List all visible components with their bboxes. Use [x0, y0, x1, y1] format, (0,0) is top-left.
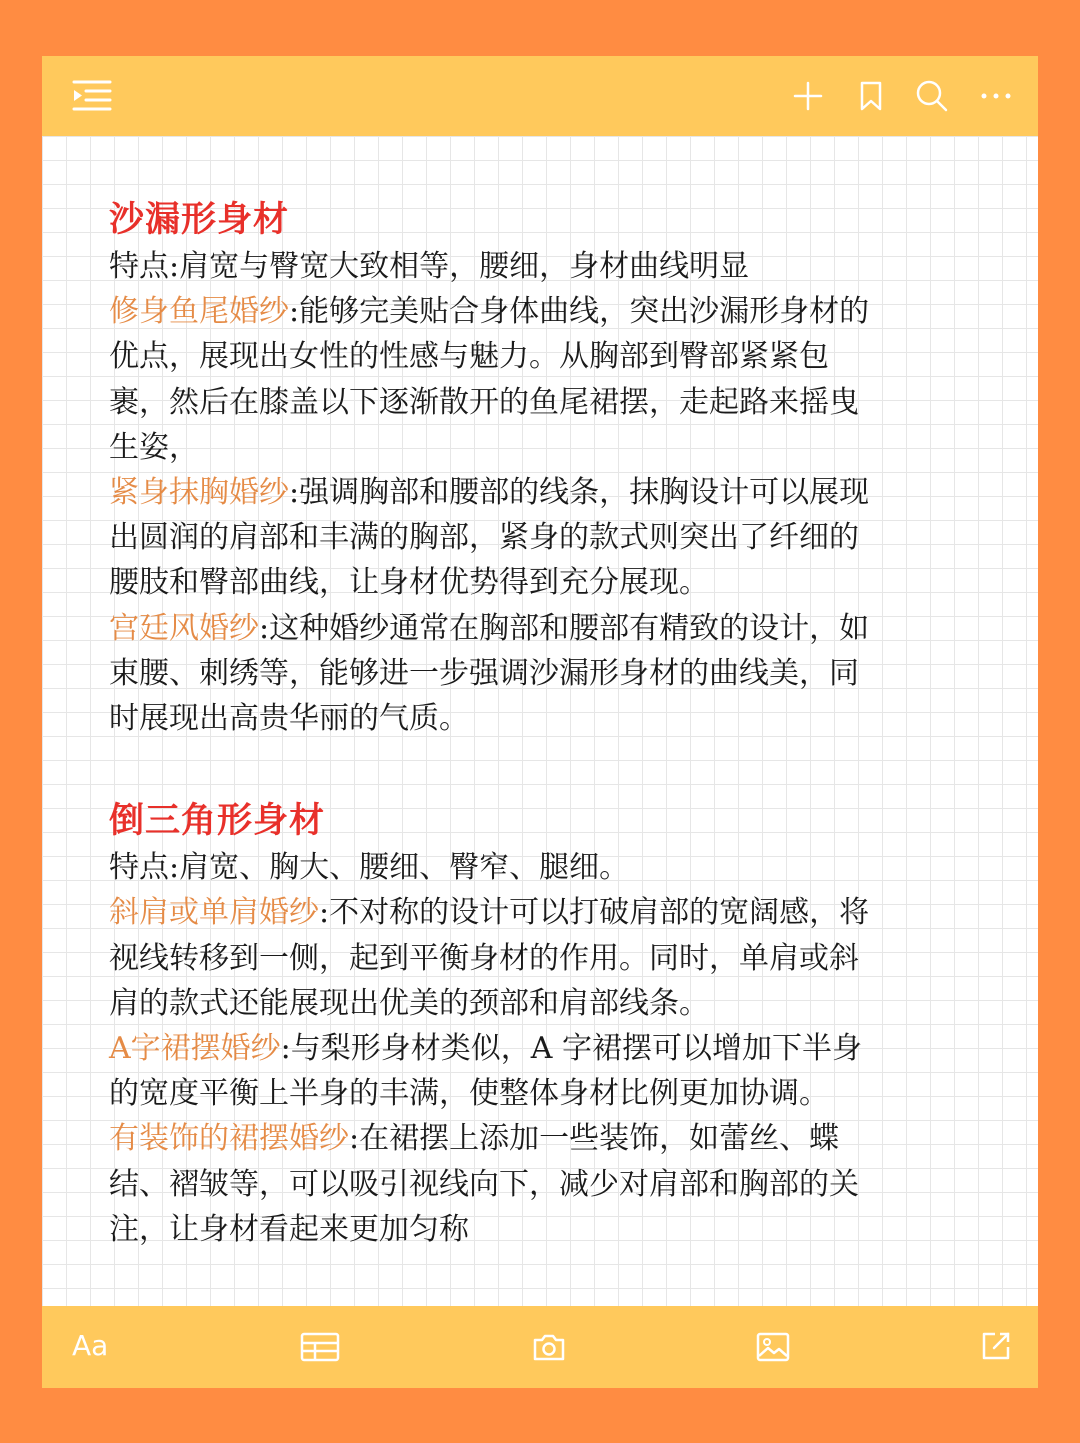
section-title: 沙漏形身材 [109, 199, 290, 240]
table-icon[interactable] [300, 1332, 340, 1362]
search-icon[interactable] [914, 78, 950, 114]
edit-icon[interactable] [980, 1330, 1012, 1362]
item-line: 肩的款式还能展现出优美的颈部和肩部线条。 [109, 985, 709, 1021]
item-line: 生姿， [109, 429, 199, 465]
section-hourglass [109, 196, 969, 741]
item-line [109, 606, 969, 651]
dress-name: 修身鱼尾婚纱 [109, 294, 289, 330]
item-line: 束腰、刺绣等，能够进一步强调沙漏形身材的曲线美，同 [109, 655, 859, 691]
section-inverted-triangle [109, 797, 969, 1252]
plus-icon[interactable] [792, 80, 824, 112]
item-text: :能够完美贴合身体曲线，突出沙漏形身材的 [289, 294, 870, 330]
item-text: :这种婚纱通常在胸部和腰部有精致的设计，如 [259, 610, 870, 646]
item-line: 视线转移到一侧，起到平衡身材的作用。同时，单肩或斜 [109, 940, 859, 976]
dress-name: 有装饰的裙摆婚纱 [109, 1121, 349, 1157]
image-icon[interactable] [756, 1332, 790, 1362]
item-line: 注，让身材看起来更加匀称 [109, 1211, 469, 1247]
dress-name: 斜肩或单肩婚纱 [109, 895, 319, 931]
dress-name: 宫廷风婚纱 [109, 610, 259, 646]
more-icon[interactable] [980, 86, 1012, 106]
list-indent-icon[interactable] [70, 78, 114, 114]
item-line [109, 289, 969, 334]
item-line: 出圆润的肩部和丰满的胸部，紧身的款式则突出了纤细的 [109, 520, 859, 556]
item-line [109, 470, 969, 515]
bottom-toolbar [42, 1306, 1038, 1388]
dress-name: 紧身抹胸婚纱 [109, 475, 289, 511]
font-format-button[interactable]: Aa [72, 1329, 109, 1362]
section-title: 倒三角形身材 [109, 800, 326, 842]
top-toolbar [42, 56, 1038, 136]
bookmark-icon[interactable] [858, 80, 884, 112]
item-line [109, 1026, 969, 1071]
note-page [42, 56, 1038, 1388]
item-line: 腰肢和臀部曲线，让身材优势得到充分展现。 [109, 565, 709, 601]
note-content [109, 196, 969, 1252]
feature-line: 特点:肩宽与臀宽大致相等，腰细，身材曲线明显 [109, 249, 750, 284]
item-text: :强调胸部和腰部的线条，抹胸设计可以展现 [289, 475, 870, 511]
item-text: :不对称的设计可以打破肩部的宽阔感，将 [319, 895, 870, 931]
item-line: 裹，然后在膝盖以下逐渐散开的鱼尾裙摆，走起路来摇曳 [109, 384, 859, 420]
item-line [109, 1116, 969, 1161]
item-line [109, 890, 969, 935]
dress-name: A字裙摆婚纱 [109, 1031, 281, 1067]
item-text: :与梨形身材类似，A 字裙摆可以增加下半身 [280, 1031, 862, 1067]
item-line: 结、褶皱等，可以吸引视线向下，减少对肩部和胸部的关 [109, 1166, 859, 1202]
feature-line: 特点:肩宽、胸大、腰细、臀窄、腿细。 [109, 850, 630, 886]
item-text: :在裙摆上添加一些装饰，如蕾丝、蝶 [349, 1121, 840, 1157]
item-line: 的宽度平衡上半身的丰满，使整体身材比例更加协调。 [109, 1076, 829, 1112]
item-line: 时展现出高贵华丽的气质。 [109, 701, 469, 737]
item-line: 优点，展现出女性的性感与魅力。从胸部到臀部紧紧包 [109, 339, 829, 375]
camera-icon[interactable] [532, 1332, 566, 1362]
